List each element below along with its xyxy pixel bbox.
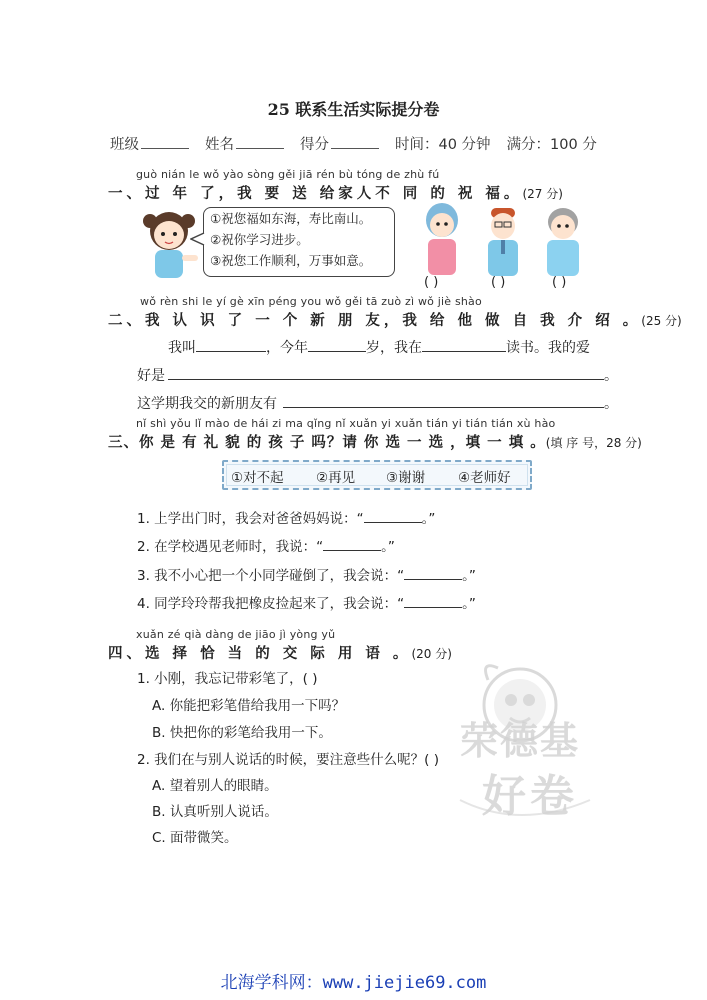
section1-heading — [108, 182, 563, 203]
hobby-blank-line[interactable] — [168, 379, 604, 380]
intro-line-2-label: 好是 — [137, 368, 165, 384]
option-1: ①对不起 — [231, 470, 284, 486]
class-blank — [141, 136, 189, 149]
section1-points: (27 分) — [522, 187, 563, 201]
intro-age-label: ，今年 — [266, 340, 308, 356]
name-label: 姓名 — [205, 137, 234, 153]
intro-line-2-end: 。 — [604, 368, 618, 384]
bubble-tail — [190, 232, 205, 246]
wish-2: ②祝你学习进步。 — [210, 232, 309, 247]
answer-blank-2[interactable] — [323, 537, 381, 551]
age-blank-line[interactable] — [308, 338, 366, 352]
watermark-top-text: 荣德基 — [460, 719, 581, 763]
intro-hobby-label: 读书。我的爱 — [506, 340, 590, 356]
full-score-label: 满分：100 分 — [506, 137, 597, 153]
wish-1: ①祝您福如东海，寿比南山。 — [210, 211, 372, 226]
section4-points: (20 分) — [411, 647, 452, 661]
question-row — [137, 592, 476, 612]
option-4: ④老师好 — [458, 470, 511, 486]
answer-blank-1[interactable] — [364, 509, 422, 523]
question-2: 2. 在学校遇见老师时，我说：“ — [137, 539, 324, 555]
close-quote: 。” — [462, 568, 476, 584]
intro-line-3-end: 。 — [604, 396, 618, 412]
school-blank-line[interactable] — [422, 338, 506, 352]
score-label: 得分 — [300, 137, 329, 153]
class-label: 班级 — [110, 137, 139, 153]
father-illustration — [481, 204, 525, 278]
wish-3: ③祝您工作顺利，万事如意。 — [210, 253, 372, 268]
footer-site-name: 北海学科网： — [220, 973, 323, 993]
page-title: 25 联系生活实际提分卷 — [267, 100, 440, 119]
question-row — [137, 535, 395, 555]
section2-heading-text: 二、我 认 识 了 一 个 新 朋 友，我 给 他 做 自 我 介 绍 。 — [108, 313, 642, 329]
intro-line-3-label: 这学期我交的新朋友有 — [137, 396, 277, 412]
intro-line-1 — [168, 337, 590, 357]
watermark-bottom-text: 好卷 — [482, 771, 578, 822]
q2-option-b[interactable]: B. 认真听别人说话。 — [152, 804, 278, 820]
score-blank — [331, 136, 379, 149]
question-4: 4. 同学玲玲帮我把橡皮捡起来了，我会说：“ — [137, 596, 405, 612]
close-quote: 。” — [381, 539, 395, 555]
section4-heading-text: 四、选 择 恰 当 的 交 际 用 语 。 — [108, 646, 412, 662]
question-4-2: 2. 我们在与别人说话的时候，要注意些什么呢？( ) — [137, 752, 439, 768]
q1-option-a[interactable]: A. 你能把彩笔借给我用一下吗？ — [152, 698, 346, 714]
section4-pinyin: xuǎn zé qià dàng de jiāo jì yòng yǔ — [136, 628, 336, 641]
answer-slot-2[interactable]: ( ) — [491, 275, 506, 290]
question-row — [137, 507, 435, 527]
info-line — [110, 133, 597, 154]
footer-url[interactable]: www.jiejie69.com — [322, 973, 487, 993]
section3-pinyin: nǐ shì yǒu lǐ mào de hái zi ma qǐng nǐ xuǎn yi xuǎn tián yi tián tián xù hào — [136, 417, 556, 430]
section4-heading — [108, 642, 452, 663]
question-1: 1. 上学出门时，我会对爸爸妈妈说：“ — [137, 511, 364, 527]
close-quote: 。” — [462, 596, 476, 612]
q1-option-b[interactable]: B. 快把你的彩笔给我用一下。 — [152, 725, 332, 741]
q2-option-a[interactable]: A. 望着别人的眼睛。 — [152, 778, 278, 794]
q2-option-c[interactable]: C. 面带微笑。 — [152, 830, 238, 846]
intro-name-label: 我叫 — [168, 340, 196, 356]
section3-heading — [108, 431, 642, 452]
wishes-bubble — [203, 207, 395, 277]
section2-pinyin: wǒ rèn shi le yí gè xīn péng you wǒ gěi tā zuò zì wǒ jiè shào — [140, 295, 482, 308]
grandmother-illustration — [541, 204, 585, 278]
name-blank — [236, 136, 284, 149]
section2-points: (25 分) — [641, 314, 682, 328]
question-3: 3. 我不小心把一个小同学碰倒了，我会说：“ — [137, 568, 405, 584]
question-row — [137, 564, 476, 584]
answer-slot-3[interactable]: ( ) — [552, 275, 567, 290]
section3-heading-text: 三、你 是 有 礼 貌 的 孩 子 吗？请 你 选 一 选 ，填 一 填 。 — [108, 435, 546, 451]
answer-blank-3[interactable] — [404, 566, 462, 580]
intro-school-label: 岁，我在 — [366, 340, 422, 356]
answer-slot-1[interactable]: ( ) — [424, 275, 439, 290]
section1-pinyin: guò nián le wǒ yào sòng gěi jiā rén bù tóng de zhù fú — [136, 168, 440, 181]
friends-blank-line[interactable] — [283, 407, 604, 408]
option-3: ③谢谢 — [386, 470, 426, 486]
time-label: 时间：40 分钟 — [395, 137, 491, 153]
option-2: ②再见 — [316, 470, 356, 486]
answer-blank-4[interactable] — [404, 594, 462, 608]
child-illustration — [418, 200, 466, 278]
name-blank-line[interactable] — [196, 338, 266, 352]
options-box — [222, 460, 532, 490]
section2-heading — [108, 309, 682, 330]
section3-points: (填 序 号，28 分) — [545, 436, 642, 450]
question-4-1: 1. 小刚，我忘记带彩笔了，( ) — [137, 671, 318, 687]
close-quote: 。” — [421, 511, 436, 527]
section1-heading-text: 一、过 年 了，我 要 送 给家人不 同 的 祝 福。 — [108, 186, 523, 202]
footer — [0, 968, 707, 993]
